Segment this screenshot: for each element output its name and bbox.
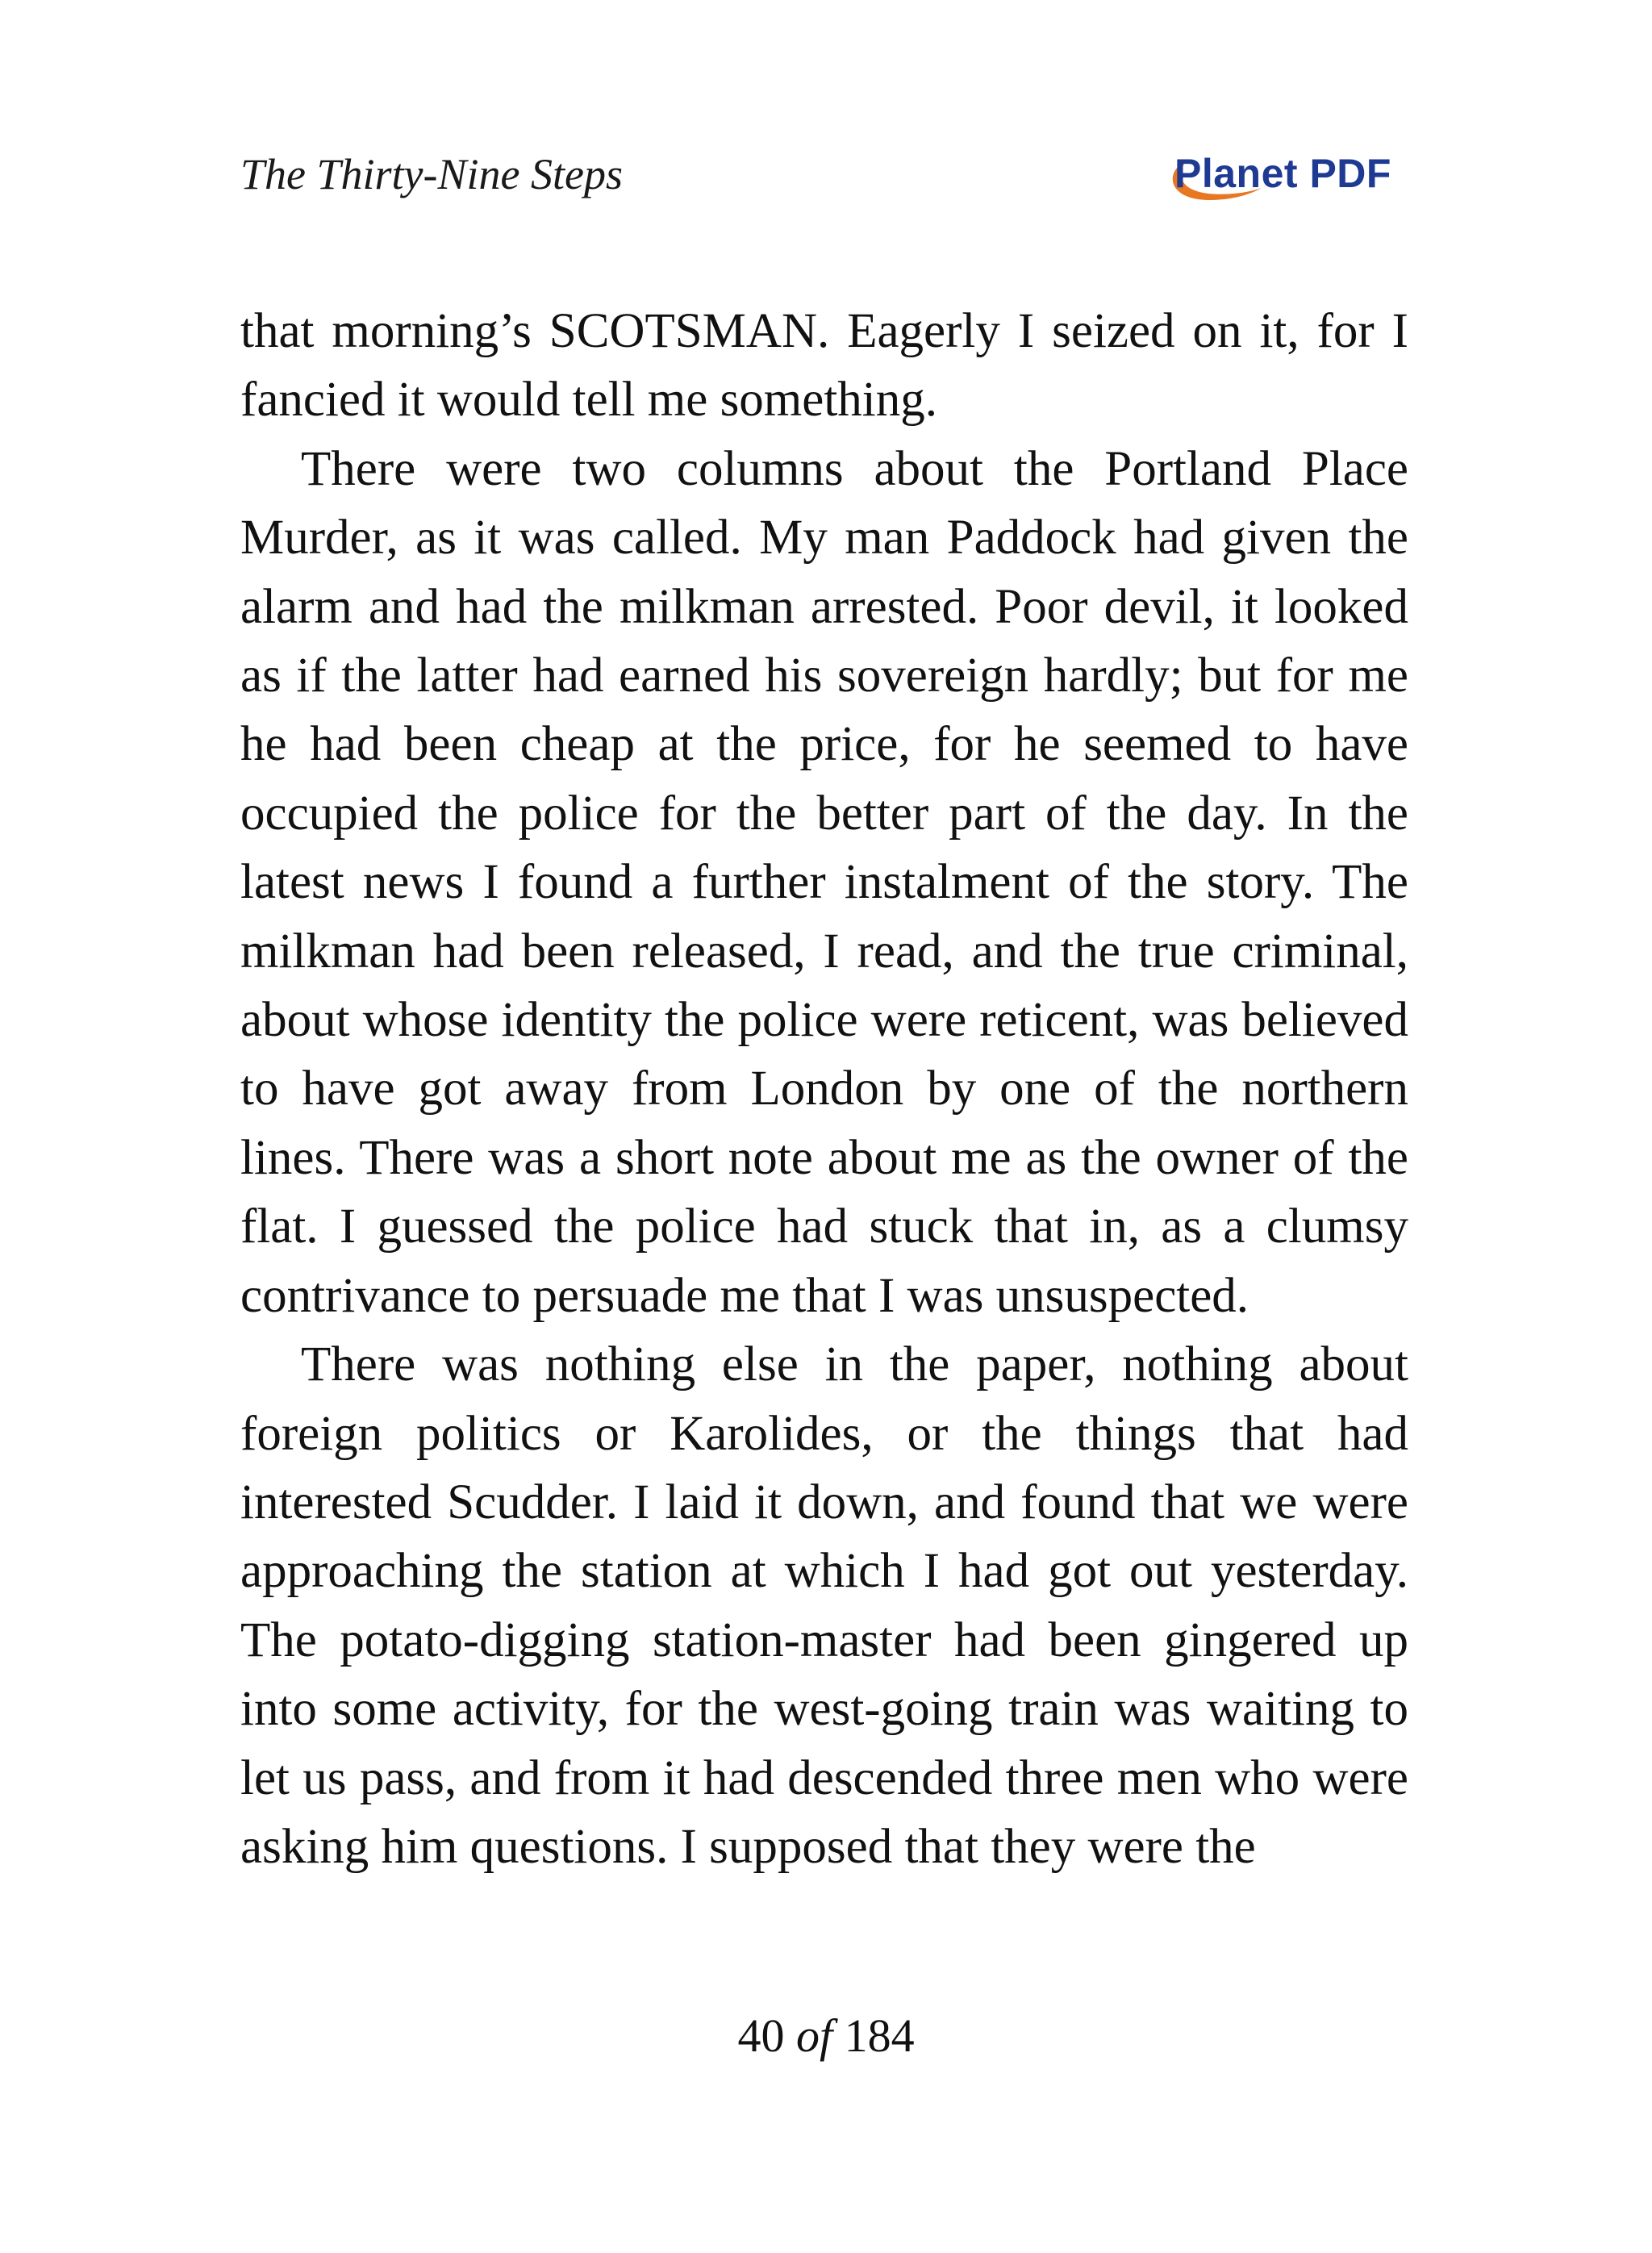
paragraph-continued: that morning’s SCOTSMAN. Eagerly I seized on it, for I fancied it would tell me something. [240,304,1408,428]
running-header-title: The Thirty-Nine Steps [240,150,623,198]
logo-text: Planet PDF [1174,151,1391,196]
paragraph: There were two columns about the Portland Place Murder, as it was called. My man Paddock had given the alarm and had the milkman arrested. Poor devil, it looked as if the latter had earned his sovereign hardly; but for me he had been cheap at the price, for he seemed to have occupied the police for the better part of the day. In the latest news I found a further instalment of the story. The milkman had been released, I read, and the true criminal, about whose identity the police were reticent, was believed to have got away from London by one of the northern lines. There was a short note about me as the owner of the flat. I guessed the police had stuck that in, as a clumsy contrivance to persuade me that I was unsuspected. [240,441,1408,1323]
total-page-count: 184 [844,2009,915,2062]
page-of-label: of [795,2009,833,2062]
page-number [0,2009,1652,2063]
current-page-number: 40 [737,2009,785,2062]
paragraph: There was nothing else in the paper, nothing about foreign politics or Karolides, or the things that had interested Scudder. I laid it down, and found that we were approaching the station at which I had got out yesterday. The potato-digging station-master had been gingered up into some activity, for the west-going train was waiting to let us pass, and from it had descended three men who were asking him questions. I supposed that they were the [240,1337,1408,1874]
page-body [240,297,1408,1881]
planet-pdf-logo[interactable] [1162,144,1420,216]
